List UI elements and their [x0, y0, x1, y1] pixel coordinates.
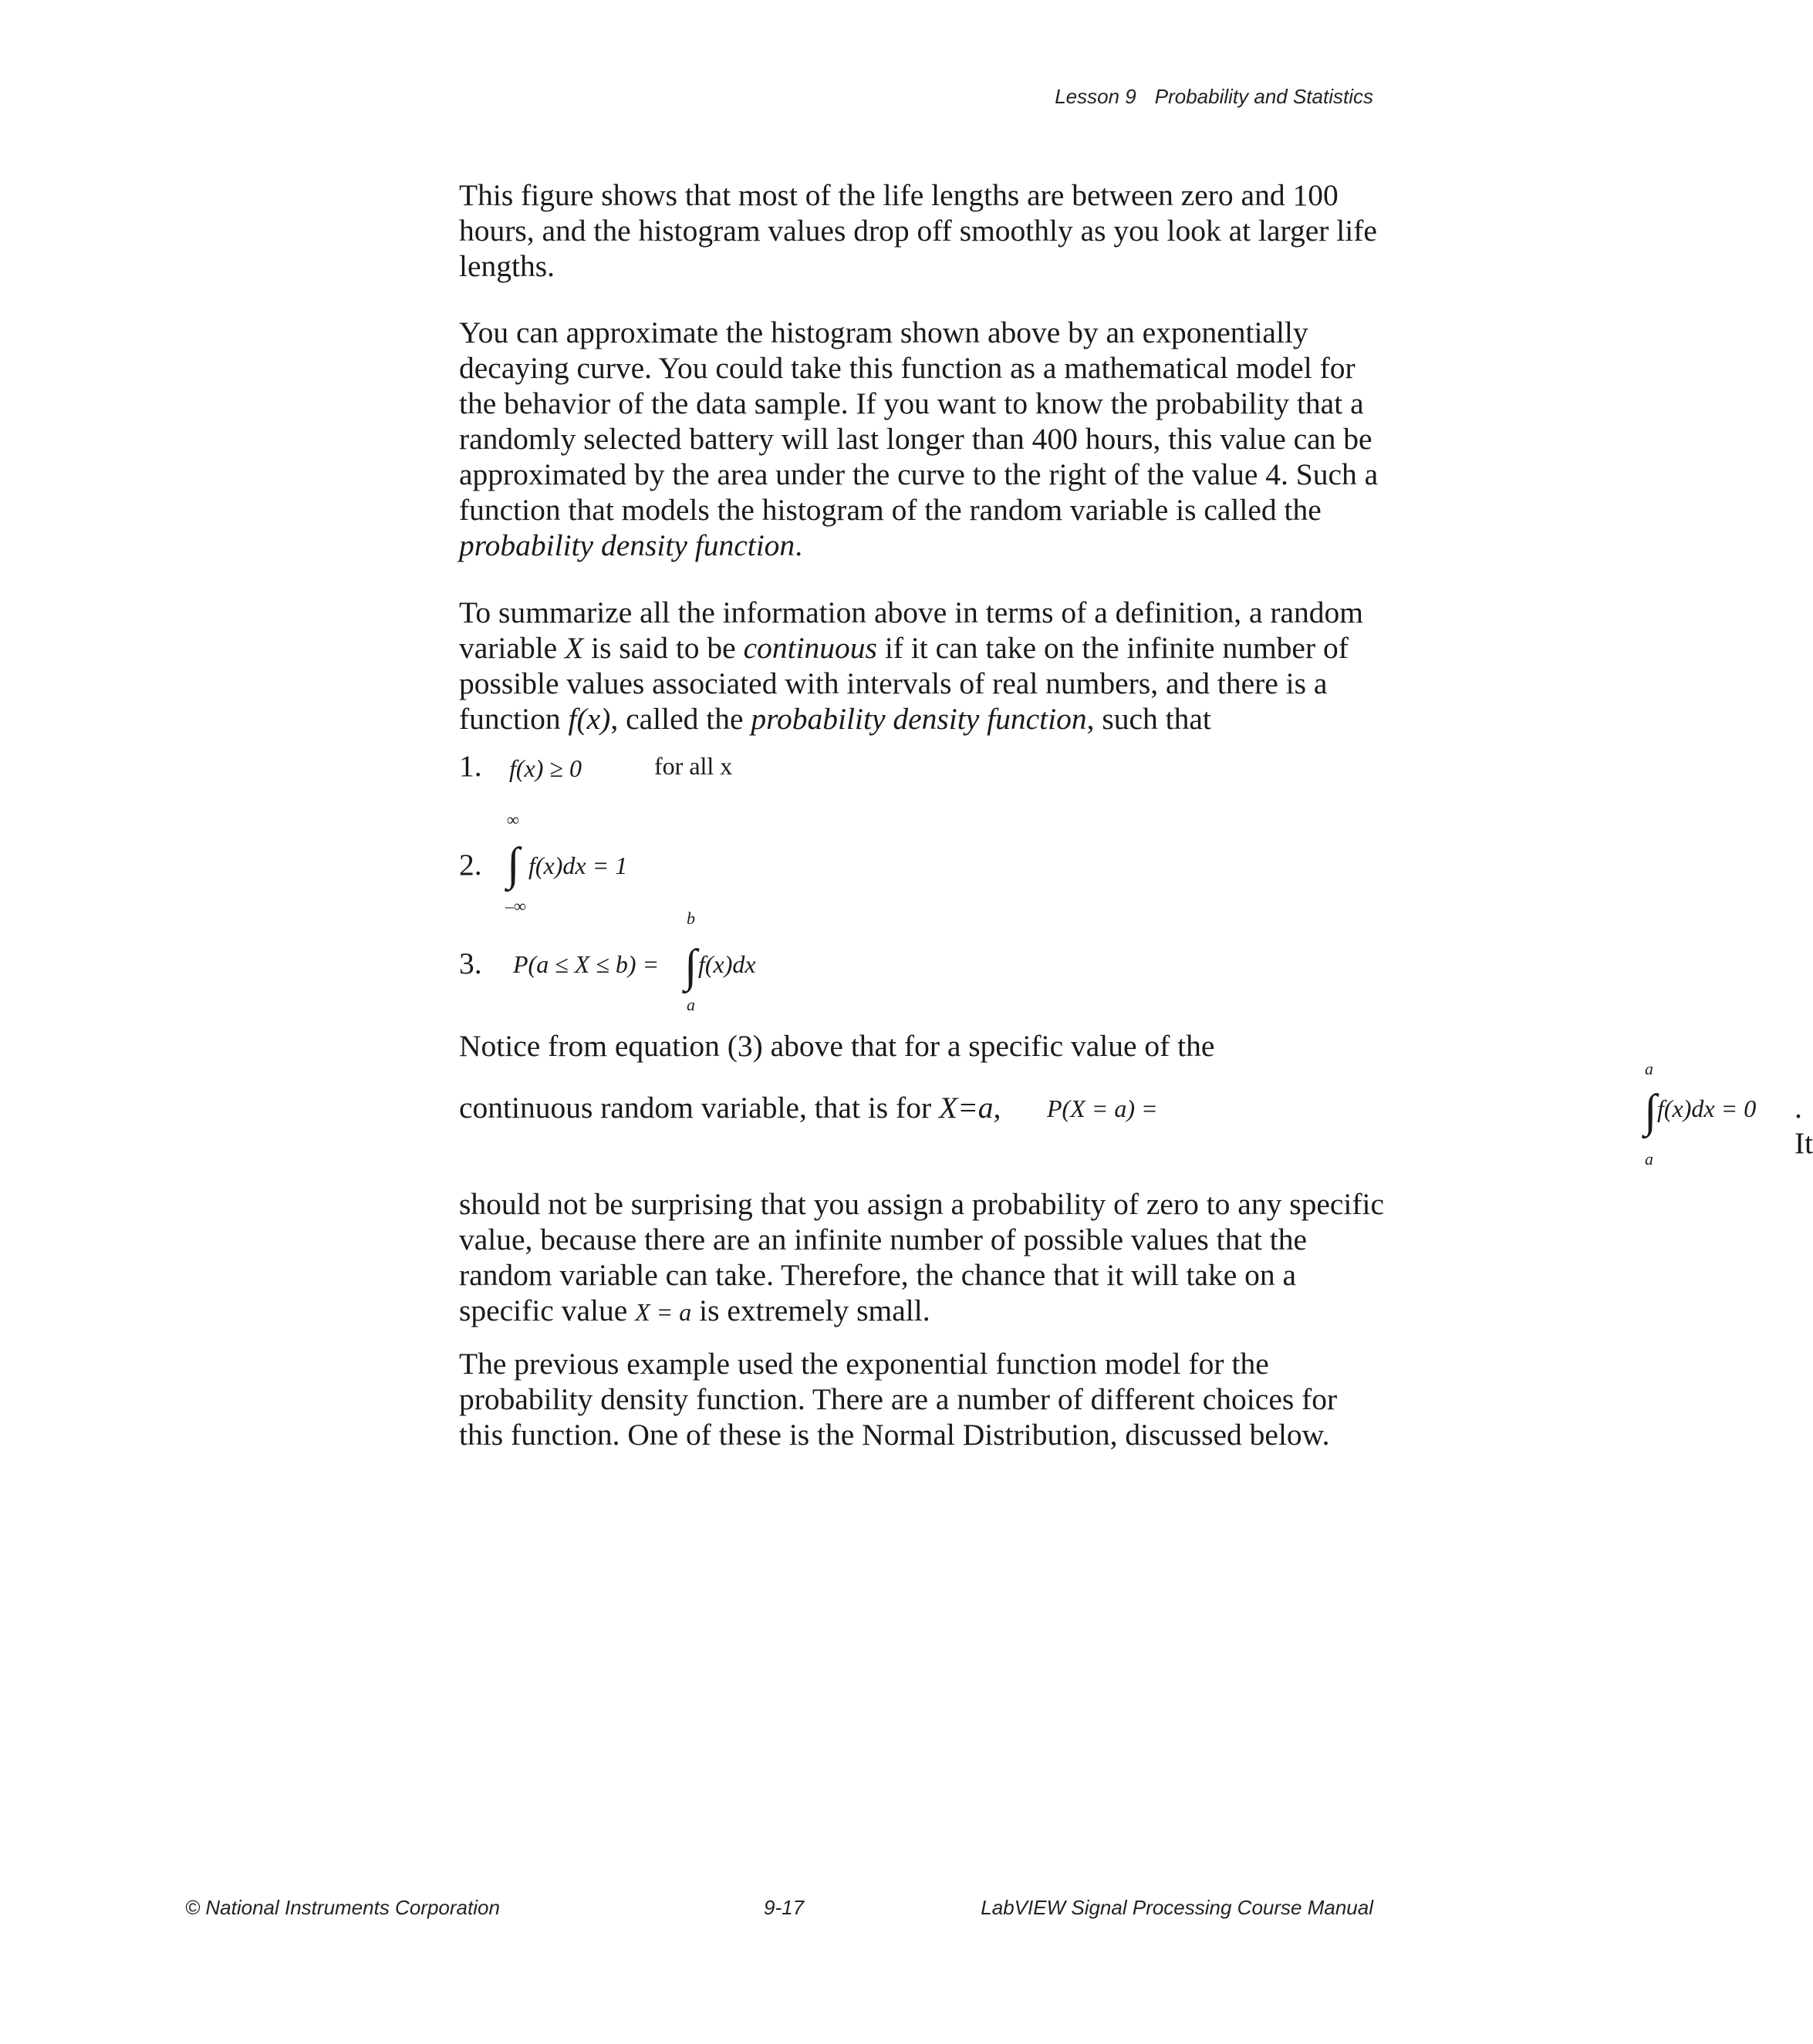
equation-2-upper-limit: ∞ [507, 810, 519, 829]
paragraph-2 [459, 315, 1385, 563]
paragraph-6-text: The previous example used the exponential function model for the probability density function. There are a number of different choices for this function. One of these is the Normal Distribution, discussed below. [459, 1347, 1338, 1452]
paragraph-5-text [459, 1186, 1385, 1330]
p2-text-a: You can approximate the histogram shown above by an exponentially decaying curve. You could take this function as a mathematical model for the behavior of the data sample. If you want to know the probability that a randomly selected battery will last longer than 400 hours, this value can be approximated by the area under the curve to the right of the value 4. Such a function that models the histogram of the random variable is called the [459, 315, 1379, 527]
integral-sign-icon: ∫ [1644, 1085, 1657, 1136]
equation-1-condition: for all x [654, 752, 733, 780]
equation-3-lower-limit: a [687, 995, 695, 1014]
inline-equation-trailing: . It [1794, 1091, 1813, 1160]
footer-manual-title: LabVIEW Signal Processing Course Manual [981, 1896, 1373, 1919]
p5-text-a: should not be surprising that you assign a probability of zero to any specific value, because there are an infinite number of possible values that the random variable can take. Therefore, the chance that it will take on a specific value [459, 1187, 1385, 1327]
running-header [1055, 85, 1373, 109]
inline-equation-upper-limit: a [1645, 1059, 1653, 1078]
equation-1-number: 1. [459, 749, 482, 783]
paragraph-6 [459, 1346, 1385, 1452]
equation-3-number: 3. [459, 946, 482, 980]
term-continuous: continuous [743, 631, 877, 665]
p3-text-b: is said to be [583, 631, 744, 665]
p3-text-d: , called the [610, 702, 751, 736]
integral-sign-icon: ∫ [507, 838, 520, 889]
header-title: Probability and Statistics [1154, 85, 1373, 108]
inline-equation-lower-limit: a [1645, 1149, 1653, 1169]
inline-equation-lhs: P(X = a) = [1047, 1095, 1158, 1122]
var-x-equals-a: X=a, [938, 1091, 1001, 1125]
equation-2-number: 2. [459, 848, 482, 882]
var-x: X [565, 631, 584, 665]
header-lesson: Lesson 9 [1055, 85, 1136, 108]
paragraph-3-text [459, 595, 1385, 737]
equation-2-expr: f(x)dx = 1 [528, 852, 628, 879]
p3-text-c: if it can take on the infinite number of possible values associated with intervals of real numbers, and there is a function [459, 631, 1349, 736]
paragraph-2-text [459, 315, 1385, 563]
footer-copyright: © National Instruments Corporation [185, 1896, 500, 1919]
equation-2-lower-limit: –∞ [505, 896, 526, 916]
paragraph-1 [459, 177, 1385, 284]
page-number: 9-17 [764, 1896, 805, 1919]
term-pdf: probability density function [459, 528, 795, 562]
inline-equation-expr: f(x)dx = 0 [1657, 1095, 1757, 1122]
p2-text-b: . [795, 528, 803, 562]
equation-1-expr: f(x) ≥ 0 [509, 754, 582, 782]
equation-3-upper-limit: b [687, 909, 695, 928]
equation-3-expr: f(x)dx [698, 950, 756, 978]
equation-3-lhs: P(a ≤ X ≤ b) = [513, 950, 660, 978]
func-fx: f(x) [568, 702, 611, 736]
p4-line2-text: continuous random variable, that is for [459, 1091, 939, 1125]
equation-1 [459, 748, 922, 794]
equation-3 [459, 902, 999, 1026]
integral-sign-icon: ∫ [684, 940, 697, 991]
inline-line-text [459, 1090, 1001, 1125]
term-pdf-2: probability density function [751, 702, 1087, 736]
paragraph-4-text: Notice from equation (3) above that for a specific value of the [459, 1029, 1215, 1063]
inline-equation-line [459, 1045, 1813, 1169]
p5-math: X = a [635, 1298, 692, 1326]
paragraph-3 [459, 595, 1385, 737]
paragraph-5 [459, 1186, 1385, 1330]
paragraph-1-text: This figure shows that most of the life lengths are between zero and 100 hours, and the histogram values drop off smoothly as you look at larger life lengths. [459, 178, 1377, 283]
p5-text-b: is extremely small. [691, 1294, 930, 1327]
p3-text-e: , such that [1086, 702, 1211, 736]
p3-text-a: To summarize all the information above in terms of a definition, a random variable [459, 595, 1364, 665]
